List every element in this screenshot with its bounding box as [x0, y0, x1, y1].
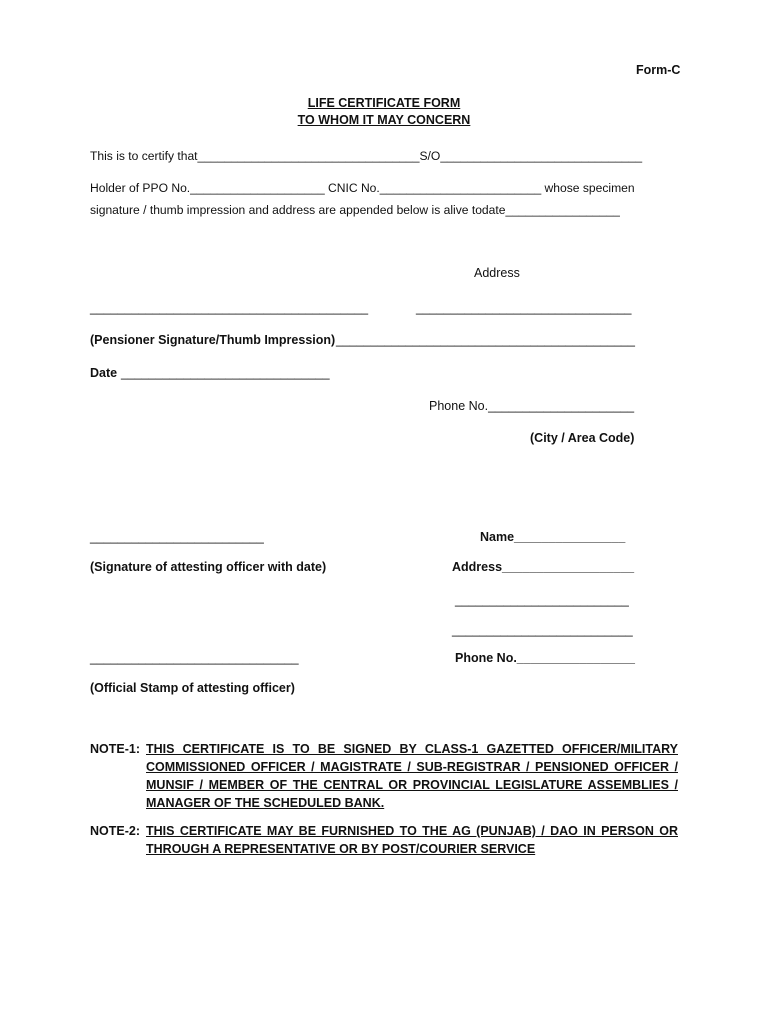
address-heading: Address [474, 266, 520, 280]
pensioner-address-blank-2: ___________________________________________ [336, 333, 635, 347]
attesting-signature-blank: _________________________ [90, 530, 264, 544]
date-blank: ______________________________ [121, 366, 330, 380]
note-1-text: THIS CERTIFICATE IS TO BE SIGNED BY CLASS-1 GAZETTED OFFICER/MILITARY COMMISSIONED OFFICER / MAGISTRATE / SUB-REGISTRAR / PENSIONED OFFICER / MUNSIF / MEMBER OF THE CENTRAL OR PROVINCIAL LEGISLATURE ASSEMBLIES / MANAGER OF THE SCHEDULED BANK. [146, 742, 678, 810]
pensioner-phone-line: Phone No._____________________ [429, 399, 635, 413]
attesting-name-line: Name________________ [480, 530, 626, 544]
official-stamp-blank: ______________________________ [90, 651, 299, 665]
note-2-text: THIS CERTIFICATE MAY BE FURNISHED TO THE AG (PUNJAB) / DAO IN PERSON OR THROUGH A REPRESENTATIVE OR BY POST/COURIER SERVICE [146, 824, 678, 856]
certify-line: This is to certify that_________________________________S/O______________________________ [90, 149, 643, 163]
attesting-address-blank-2: __________________________ [452, 623, 633, 637]
note-2-label: NOTE-2: [90, 824, 140, 838]
signature-line: signature / thumb impression and address are appended below is alive todate_________________ [90, 203, 620, 217]
form-code: Form-C [636, 63, 681, 77]
note-1-label: NOTE-1: [90, 742, 140, 756]
pensioner-signature-label: (Pensioner Signature/Thumb Impression) [90, 333, 336, 347]
pensioner-signature-blank: ________________________________________ [90, 301, 369, 315]
official-stamp-label: (Official Stamp of attesting officer) [90, 681, 295, 695]
form-subtitle: TO WHOM IT MAY CONCERN [297, 113, 471, 127]
form-title: LIFE CERTIFICATE FORM [307, 96, 461, 110]
attesting-phone-line: Phone No._________________ [455, 651, 635, 665]
holder-line: Holder of PPO No.____________________ CNIC No.________________________ whose specimen [90, 181, 635, 195]
attesting-address-blank-1: _________________________ [455, 593, 629, 607]
pensioner-address-blank-1: _______________________________ [416, 301, 632, 315]
date-label: Date [90, 366, 118, 380]
city-area-code: (City / Area Code) [530, 431, 635, 445]
attesting-signature-label: (Signature of attesting officer with date) [90, 560, 327, 574]
attesting-address-line: Address___________________ [452, 560, 635, 574]
